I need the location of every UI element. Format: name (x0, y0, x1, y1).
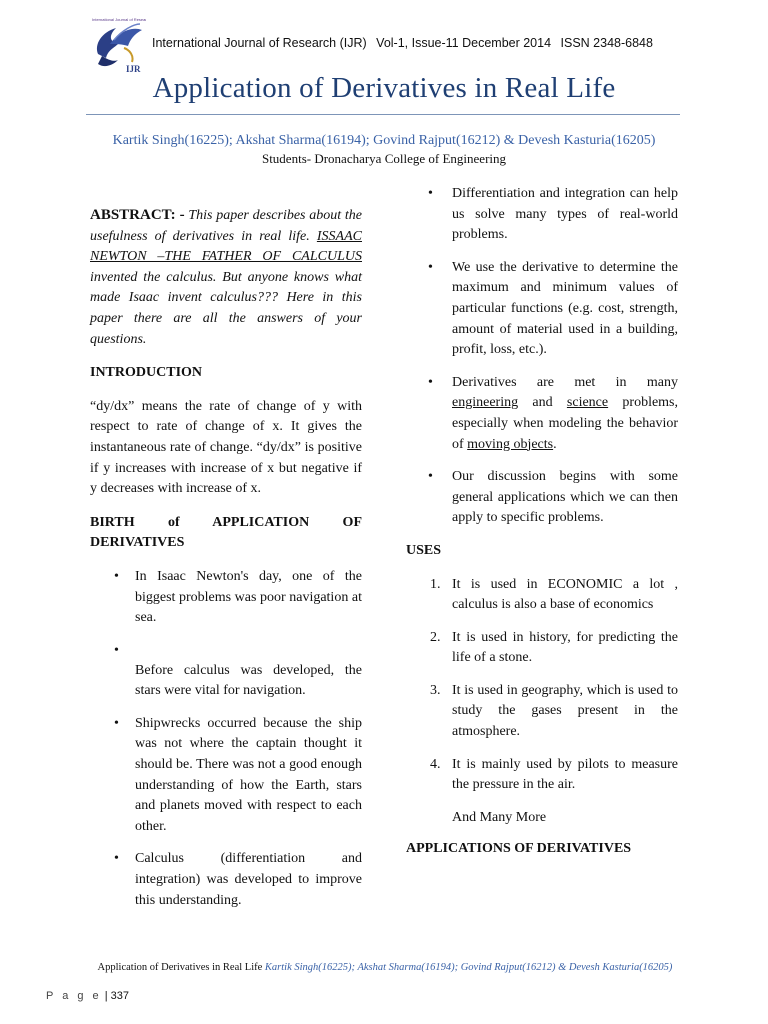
list-number: 2. (430, 629, 441, 645)
list-text: It is used in history, for predicting the life of a stone. (452, 629, 678, 666)
list-item (406, 373, 678, 455)
list-item (406, 681, 678, 743)
birth-heading-line1: BIRTH of APPLICATION OF (90, 514, 362, 530)
title-divider (86, 114, 680, 115)
bullet3-and: and (518, 395, 567, 411)
list-item: • In Isaac Newton's day, one of the biggest problems was poor navigation at sea. (90, 567, 362, 629)
journal-issue: Vol-1, Issue-11 December 2014 (376, 36, 552, 50)
bullet3-text-a: Derivatives are met in many (452, 374, 678, 390)
science-link[interactable]: science (566, 395, 609, 411)
list-text: It is used in ECONOMIC a lot , calculus is also a base of economics (452, 576, 678, 613)
abstract-text-a: This paper describes about the usefulness of derivatives in real life. (90, 208, 362, 244)
list-item-empty (90, 641, 362, 661)
list-item (406, 628, 678, 669)
list-item: • Calculus (differentiation and integration) was developed to improve this understanding. (90, 849, 362, 911)
list-item (406, 755, 678, 796)
uses-list (406, 575, 678, 796)
journal-header (152, 36, 659, 50)
list-item: • Shipwrecks occurred because the ship was not where the captain thought it should be. There was not a good enough understanding of how the Earth, stars and planets moved with respect to each other. (90, 714, 362, 838)
and-many-more: And Many More (452, 809, 547, 825)
newton-link[interactable]: ISSAAC NEWTON –THE FATHER OF CALCULUS (90, 228, 362, 265)
list-item (406, 575, 678, 616)
intro-heading: INTRODUCTION (90, 365, 203, 381)
page-number (46, 990, 129, 1002)
list-item: • We use the derivative to determine the maximum and minimum values of particular functions (e.g. cost, strength, amount of material used in a building, profit, loss, etc.). (406, 258, 678, 361)
list-text: It is mainly used by pilots to measure the pressure in the air. (452, 756, 678, 793)
birth-heading (90, 513, 362, 554)
page-footer (95, 960, 675, 975)
engineering-link[interactable]: engineering (452, 395, 519, 411)
applications-heading: APPLICATIONS OF DERIVATIVES (406, 841, 632, 857)
list-number: 4. (430, 756, 441, 772)
bullet3-text-b: problems, especially when modeling the behavior of (452, 395, 679, 452)
moving-objects-link[interactable]: moving objects (467, 436, 554, 452)
page-label: P a g e (46, 990, 102, 1002)
birth-heading-line2: DERIVATIVES (90, 535, 185, 551)
uses-heading: USES (406, 542, 442, 558)
right-bullet-list (406, 184, 678, 529)
list-item: • Differentiation and integration can help us solve many types of real-world problems. (406, 184, 678, 246)
journal-issn: ISSN 2348-6848 (560, 36, 653, 50)
intro-text: “dy/dx” means the rate of change of y with respect to rate of change of x. It gives the instantaneous rate of change. “dy/dx” is positive if y increases with increase of x but negative if y decreases with increase of x. (90, 398, 362, 497)
birth-bullet-list (90, 567, 362, 911)
list-number: 3. (430, 682, 441, 698)
logo-text-top: International Journal of Research (92, 17, 146, 22)
footer-title: Application of Derivatives in Real Life (97, 962, 263, 973)
abstract-label: ABSTRACT: - (90, 207, 185, 223)
left-column (90, 205, 362, 923)
list-item-continuation: Before calculus was developed, the stars were vital for navigation. (135, 662, 362, 699)
journal-name: International Journal of Research (IJR) (152, 36, 367, 50)
footer-authors: Kartik Singh(16225); Akshat Sharma(16194); Govind Rajput(16212) & Devesh Kasturia(16205) (264, 962, 673, 973)
paper-affiliation: Students- Dronacharya College of Engineering (261, 151, 507, 166)
bullet3-text-c: . (553, 436, 557, 452)
abstract-text-b: invented the calculus. But anyone knows what made Isaac invent calculus??? Here in this paper there are all the answers of your questions. (90, 269, 362, 347)
abstract (90, 205, 362, 350)
right-column (406, 184, 678, 873)
logo-text-bottom: IJR (126, 64, 141, 74)
list-text: It is used in geography, which is used to study the gases present in the atmosphere. (452, 682, 678, 740)
list-item: • Our discussion begins with some general applications which we can then apply to specific problems. (406, 467, 678, 529)
paper-authors: Kartik Singh(16225); Akshat Sharma(16194); Govind Rajput(16212) & Devesh Kasturia(16205) (112, 133, 656, 148)
journal-logo (88, 14, 146, 76)
list-number: 1. (430, 576, 441, 592)
paper-title: Application of Derivatives in Real Life (152, 72, 616, 104)
page-number-value: | 337 (104, 990, 130, 1002)
